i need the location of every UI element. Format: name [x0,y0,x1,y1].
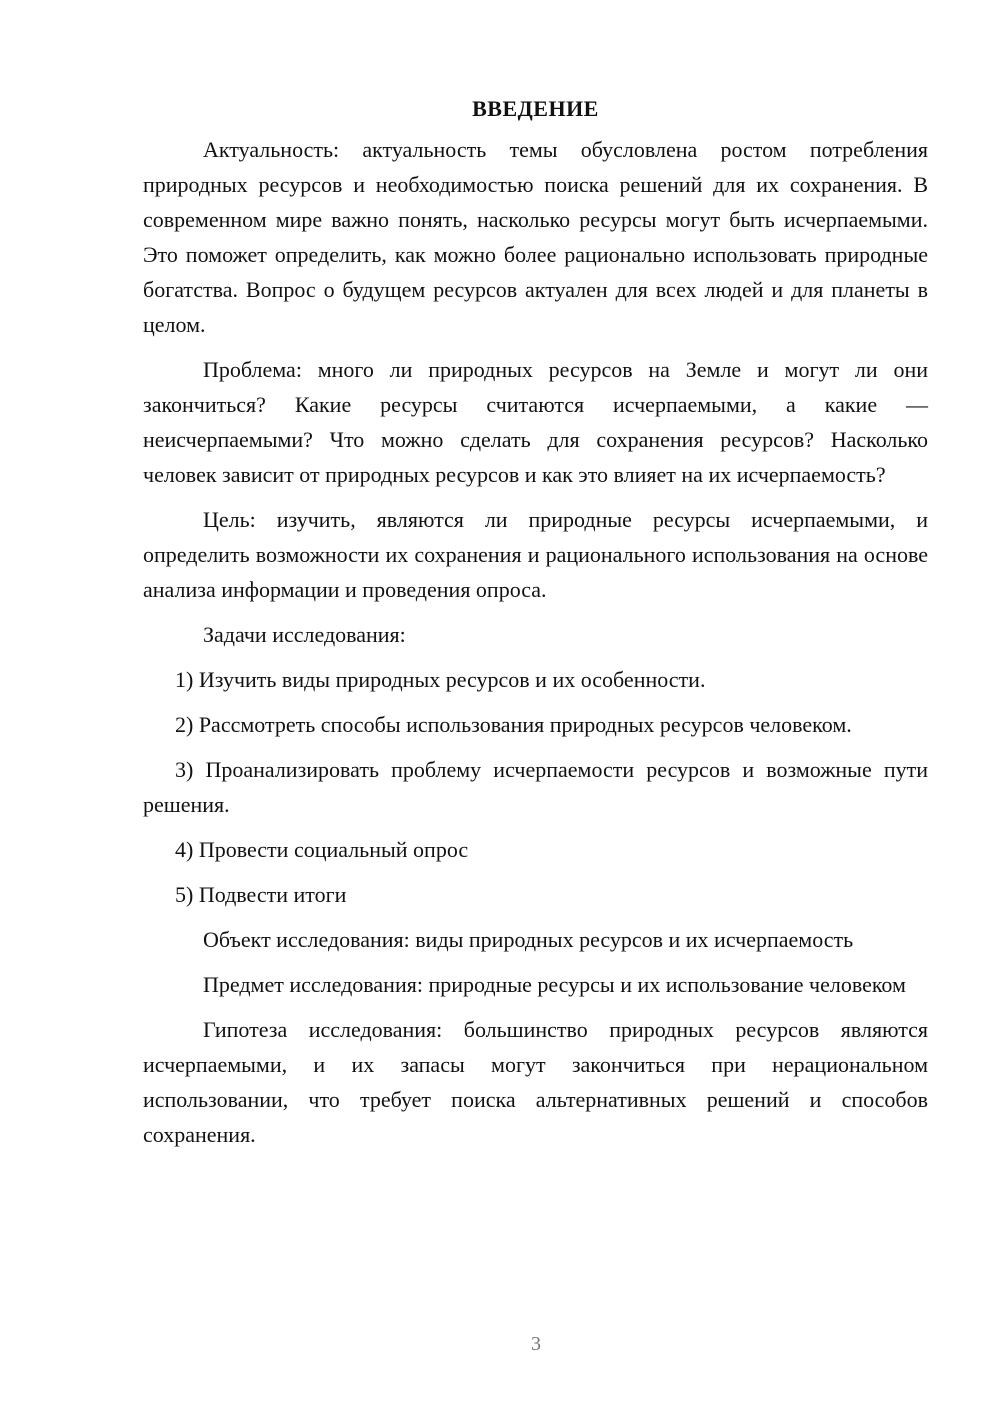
paragraph-hypothesis: Гипотеза исследования: большинство природных ресурсов являются исчерпаемыми, и их запасы могут закончиться при нерациональном использовании, что требует поиска альтернативных решений и способов сохранения. [143,1017,928,1147]
paragraph-problem: Проблема: много ли природных ресурсов на Земле и могут ли они закончиться? Какие ресурсы считаются исчерпаемыми, а какие — неисчерпаемыми? Что можно сделать для сохранения ресурсов? Насколько человек зависит от природных ресурсов и как это влияет на их исчерпаемость? [143,357,928,487]
task-item-2: 2) Рассмотреть способы использования природных ресурсов человеком. [175,712,852,737]
task-item-1: 1) Изучить виды природных ресурсов и их особенности. [175,667,706,692]
paragraph-tasks-heading: Задачи исследования: [203,622,406,647]
paragraph-goal: Цель: изучить, являются ли природные ресурсы исчерпаемыми, и определить возможности их сохранения и рационального использования на основе анализа информации и проведения опроса. [143,507,928,602]
task-item-3: 3) Проанализировать проблему исчерпаемости ресурсов и возможные пути решения. [143,757,928,817]
page-title: ВВЕДЕНИЕ [472,96,599,121]
page-number: 3 [531,1333,541,1355]
task-item-5: 5) Подвести итоги [175,882,347,907]
task-item-4: 4) Провести социальный опрос [175,837,469,862]
paragraph-object: Объект исследования: виды природных ресурсов и их исчерпаемость [203,927,854,952]
paragraph-subject: Предмет исследования: природные ресурсы и их использование человеком [203,972,906,997]
paragraph-relevance: Актуальность: актуальность темы обусловлена ростом потребления природных ресурсов и необходимостью поиска решений для их сохранения. В современном мире важно понять, насколько ресурсы могут быть исчерпаемыми. Это поможет определить, как можно более рационально использовать природные богатства. Вопрос о будущем ресурсов актуален для всех людей и для планеты в целом. [143,137,928,337]
